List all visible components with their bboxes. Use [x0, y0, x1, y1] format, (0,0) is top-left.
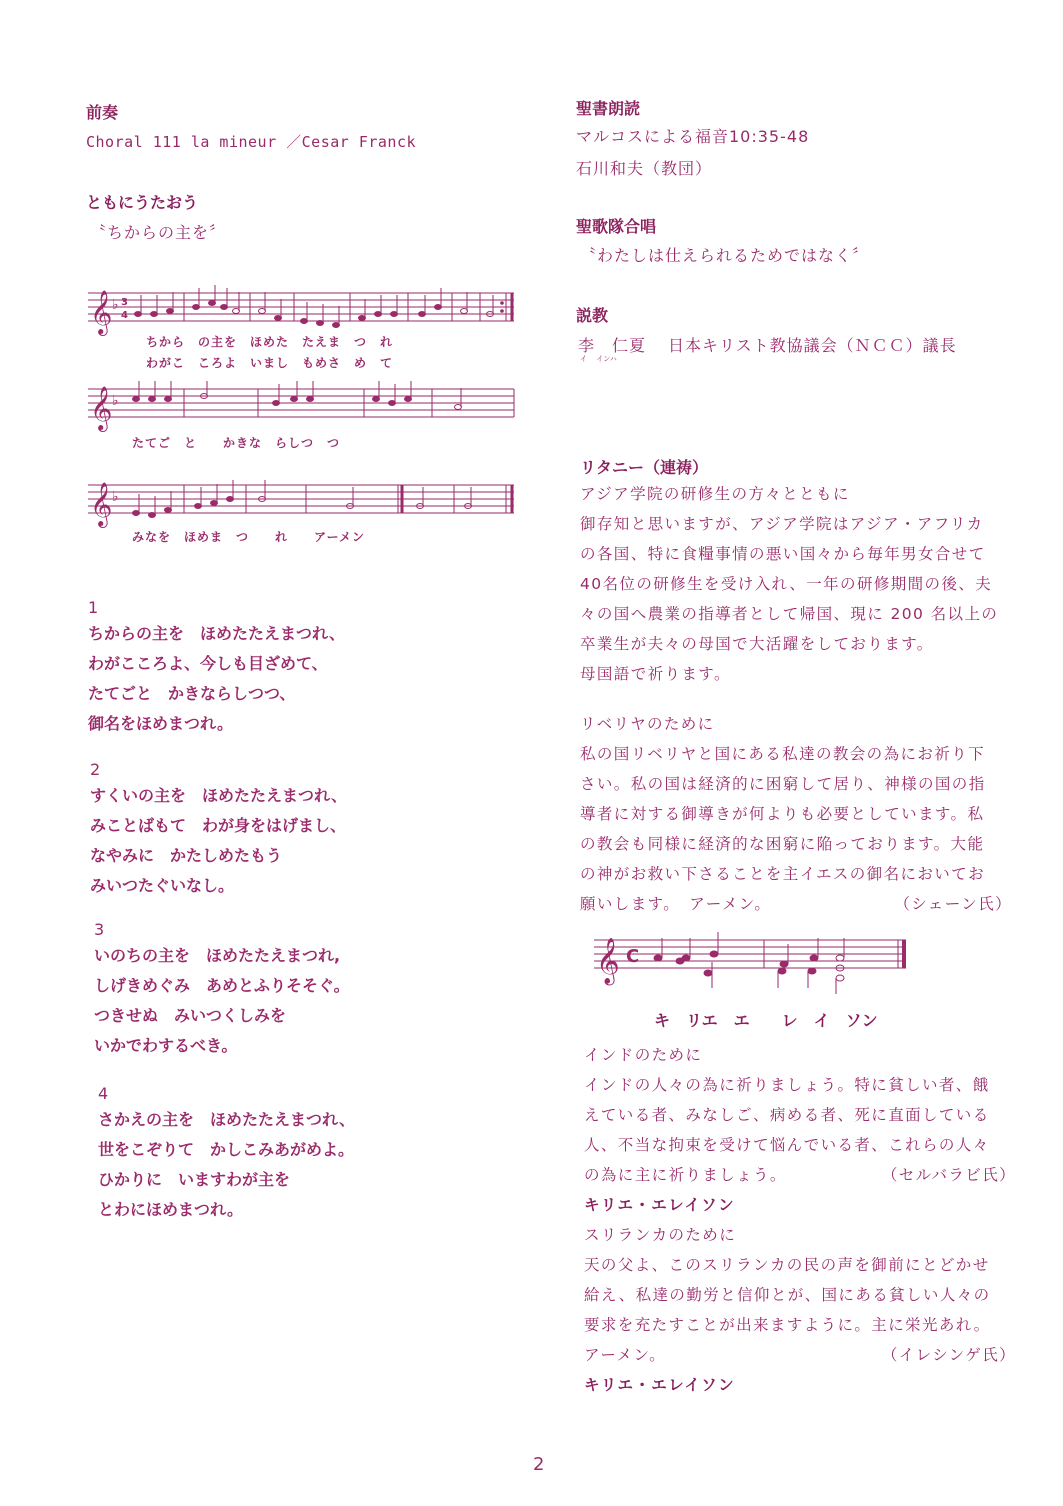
scripture-reader: 石川和夫（教団）	[576, 159, 713, 178]
scripture-heading: 聖書朗読	[576, 99, 641, 118]
verse-line: とわにほめまつれ。	[98, 1200, 243, 1219]
scripture-passage: マルコスによる福音10:35-48	[576, 127, 810, 146]
treble-clef-icon: 𝄞	[596, 938, 620, 984]
verse-line: 御名をほめまつれ。	[88, 714, 233, 733]
para-line: の神がお救い下さることを主イエスの御名においてお	[580, 865, 985, 883]
verse-line: ひかりに いますわが主を	[98, 1170, 291, 1189]
choir-title: 〝わたしは仕えられるためではなく〞	[580, 246, 870, 265]
para-line: 導者に対する御導きが何よりも必要としています。私	[580, 805, 985, 823]
svg-text:♭: ♭	[112, 489, 119, 505]
para-line: 私の国リベリヤと国にある私達の教会の為にお祈り下	[580, 745, 985, 763]
para-line: アジア学院の研修生の方々とともに	[580, 485, 850, 503]
score-lyrics-row3: みなを ほめま つ れ アーメン	[132, 530, 366, 544]
para-line: の各国、特に食糧事情の悪い国々から毎年男女合せて	[580, 545, 986, 563]
verse-number: 1	[88, 598, 99, 617]
srilanka-signature: （イレシンゲ氏）	[881, 1346, 1016, 1364]
kyrie-notation-lyrics: キ リエ エ レ イ ソン	[654, 1011, 878, 1030]
para-text: アーメン。	[584, 1346, 667, 1364]
sing-together-heading: ともにうたおう	[86, 193, 199, 212]
verse-number: 4	[98, 1084, 109, 1103]
svg-text:♭: ♭	[112, 393, 119, 409]
para-text: 願いします。 アーメン。	[580, 895, 772, 913]
verse-2	[90, 760, 347, 901]
score-lyrics-row1a: ちから の主を ほめた たえま つ れ	[146, 335, 394, 349]
para-line-last	[580, 889, 1012, 919]
para-line-last	[584, 1340, 1016, 1370]
verse-line: すくいの主を ほめたたえまつれ、	[90, 786, 347, 805]
para-line: 給え、私達の勤労と信仰とが、国にある貧しい人々の	[584, 1286, 991, 1304]
preacher-title: 日本キリスト教協議会（ＮＣＣ）議長	[668, 336, 957, 355]
para-line: 御存知と思いますが、アジア学院はアジア・アフリカ	[580, 515, 984, 533]
litany-intro	[580, 479, 1020, 689]
india-response: キリエ・エレイソン	[584, 1196, 736, 1214]
treble-clef-icon: 𝄞	[90, 386, 113, 430]
para-line: 々の国へ農業の指導者として帰国、現に 200 名以上の	[580, 605, 999, 623]
treble-clef-icon: 𝄞	[90, 290, 113, 334]
hymn-title: 〝ちからの主を〞	[90, 223, 227, 242]
para-line: 人、不当な拘束を受けて悩んでいる者、これらの人々	[584, 1136, 990, 1154]
staff-1	[88, 285, 514, 336]
india-title: インドのために	[584, 1046, 703, 1064]
sermon-heading: 説教	[576, 306, 609, 325]
preacher-ruby: イ インハ	[580, 355, 617, 363]
para-line-last	[584, 1160, 1016, 1190]
para-line: インドの人々の為に祈りましょう。特に貧しい者、餓	[584, 1076, 990, 1094]
litany-heading: リタニー（連祷）	[580, 458, 709, 477]
verse-line: みいつたぐいなし。	[90, 876, 235, 895]
prelude-piece: Choral 111 la mineur ／Cesar Franck	[86, 133, 417, 151]
page-number: 2	[533, 1454, 545, 1475]
para-line: 40名位の研修生を受け入れ、一年の研修期間の後、夫	[580, 575, 993, 593]
svg-text:♭: ♭	[112, 297, 119, 313]
india-signature: （セルバラビ氏）	[881, 1166, 1016, 1184]
para-line: 天の父よ、このスリランカの民の声を御前にとどかせ	[584, 1256, 990, 1274]
verse-line: いのちの主を ほめたたえまつれ,	[94, 946, 341, 965]
srilanka-title: スリランカのために	[584, 1226, 737, 1244]
srilanka-response: キリエ・エレイソン	[584, 1376, 736, 1394]
staff-2	[88, 381, 514, 432]
verse-line: ちからの主を ほめたたえまつれ、	[88, 624, 345, 643]
para-text: の為に主に祈りましょう。	[584, 1166, 787, 1184]
verse-1	[88, 598, 345, 739]
verse-line: しげきめぐみ あめとふりそそぐ。	[94, 976, 350, 995]
verse-line: いかでわするべき。	[94, 1036, 238, 1055]
para-line: 要求を充たすことが出来ますように。主に栄光あれ。	[584, 1316, 991, 1334]
para-line: えている者、みなしご、病める者、死に直面している	[584, 1106, 990, 1124]
svg-text:4: 4	[121, 310, 128, 321]
para-line: 母国語で祈ります。	[580, 665, 731, 683]
verse-4	[98, 1084, 355, 1225]
score-lyrics-row1b: わがこ ころよ いまし もめさ め て	[146, 356, 394, 370]
verse-line: たてごと かきならしつつ、	[88, 684, 296, 703]
verse-line: わがこころよ、今しも目ざめて、	[88, 654, 328, 673]
para-line: 卒業生が夫々の母国で大活躍をしております。	[580, 635, 934, 653]
verse-line: 世をこぞりて かしこみあがめよ。	[98, 1140, 355, 1159]
verse-number: 2	[90, 760, 101, 779]
para-line: さい。私の国は経済的に困窮して居り、神様の国の指	[580, 775, 986, 793]
liberia-section	[580, 709, 1012, 919]
score-lyrics-row2: たてご と かきな らしつ つ	[132, 436, 341, 450]
verse-number: 3	[94, 920, 105, 939]
staff-3	[88, 480, 514, 528]
verse-line: なやみに かたしめたもう	[90, 846, 283, 865]
verse-line: つきせぬ みいつくしみを	[94, 1006, 287, 1025]
prelude-heading: 前奏	[86, 103, 119, 122]
para-line: の教会も同様に経済的な困窮に陥っております。大能	[580, 835, 985, 853]
preacher-name: 李 仁夏	[578, 336, 647, 355]
verse-3	[94, 920, 350, 1061]
treble-clef-icon: 𝄞	[90, 482, 113, 526]
hymn-score	[86, 285, 516, 555]
choir-heading: 聖歌隊合唱	[576, 217, 657, 236]
svg-text:3: 3	[121, 297, 128, 308]
india-section	[584, 1040, 1016, 1400]
verse-line: さかえの主を ほめたたえまつれ、	[98, 1110, 355, 1129]
kyrie-notation	[594, 926, 910, 998]
liberia-title: リベリヤのために	[580, 715, 715, 733]
liberia-signature: （シェーン氏）	[894, 895, 1012, 913]
verse-line: みことばもて わが身をはげまし、	[90, 816, 347, 835]
svg-text:C: C	[626, 946, 640, 967]
